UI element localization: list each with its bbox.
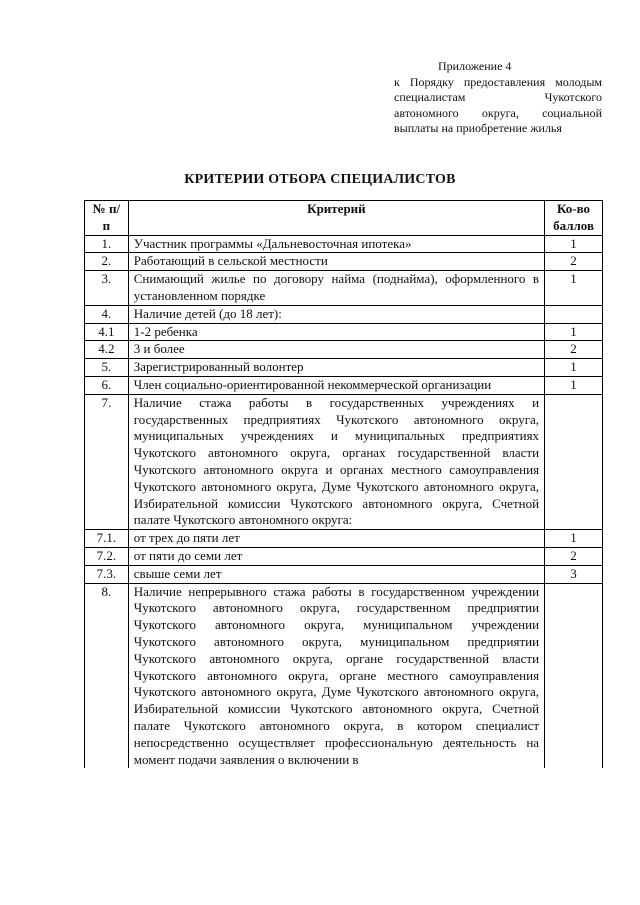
appendix-line-4: автономного округа, социальной bbox=[394, 105, 602, 120]
row-num: 2. bbox=[85, 253, 129, 271]
appendix-line-2: к Порядку предоставления молодым bbox=[394, 74, 602, 89]
row-points: 1 bbox=[545, 235, 603, 253]
row-criterion: от пяти до семи лет bbox=[128, 547, 544, 565]
table-row bbox=[85, 359, 603, 377]
table-header-row bbox=[85, 201, 603, 236]
row-num: 5. bbox=[85, 359, 129, 377]
row-num: 3. bbox=[85, 271, 129, 306]
table-row bbox=[85, 341, 603, 359]
header-num: № п/п bbox=[85, 201, 129, 236]
row-criterion: свыше семи лет bbox=[128, 565, 544, 583]
table-row bbox=[85, 271, 603, 306]
table-row bbox=[85, 376, 603, 394]
row-criterion: Член социально-ориентированной некоммерческой организации bbox=[128, 376, 544, 394]
page-title: КРИТЕРИИ ОТБОРА СПЕЦИАЛИСТОВ bbox=[184, 172, 456, 187]
row-num: 8. bbox=[85, 583, 129, 768]
row-points: 3 bbox=[545, 565, 603, 583]
row-points bbox=[545, 305, 603, 323]
row-criterion: от трех до пяти лет bbox=[128, 530, 544, 548]
row-num: 7. bbox=[85, 394, 129, 529]
row-num: 4.2 bbox=[85, 341, 129, 359]
header-points: Ко-во баллов bbox=[545, 201, 603, 236]
row-num: 6. bbox=[85, 376, 129, 394]
appendix-number: Приложение 4 bbox=[438, 59, 512, 73]
row-criterion: 1-2 ребенка bbox=[128, 323, 544, 341]
row-points bbox=[545, 394, 603, 529]
header-criterion: Критерий bbox=[128, 201, 544, 236]
row-points bbox=[545, 583, 603, 768]
row-points: 2 bbox=[545, 341, 603, 359]
row-points: 1 bbox=[545, 376, 603, 394]
row-points: 1 bbox=[545, 359, 603, 377]
row-points: 1 bbox=[545, 323, 603, 341]
row-points: 2 bbox=[545, 547, 603, 565]
table-row bbox=[85, 530, 603, 548]
table-row bbox=[85, 565, 603, 583]
row-criterion: Наличие стажа работы в государственных учреждениях и государственных предприятиях Чукотского автономного округа, муниципальных учреждениях и муниципальных предприятиях Чукотского автономного округа, органах государственной власти Чукотского автономного округа и органах местного самоуправления Чукотского автономного округа, Думе Чукотского автономного округа, Избирательной комиссии Чукотского автономного округа, Счетной палате Чукотского автономного округа: bbox=[128, 394, 544, 529]
row-criterion: Зарегистрированный волонтер bbox=[128, 359, 544, 377]
row-num: 7.1. bbox=[85, 530, 129, 548]
table-row bbox=[85, 583, 603, 768]
row-criterion: Работающий в сельской местности bbox=[128, 253, 544, 271]
row-criterion: 3 и более bbox=[128, 341, 544, 359]
criteria-table bbox=[84, 200, 603, 768]
row-criterion: Наличие детей (до 18 лет): bbox=[128, 305, 544, 323]
appendix-line-5: выплаты на приобретение жилья bbox=[394, 121, 562, 136]
table-row bbox=[85, 235, 603, 253]
row-points: 1 bbox=[545, 530, 603, 548]
row-num: 4.1 bbox=[85, 323, 129, 341]
row-num: 7.2. bbox=[85, 547, 129, 565]
row-num: 7.3. bbox=[85, 565, 129, 583]
row-points: 2 bbox=[545, 253, 603, 271]
row-num: 1. bbox=[85, 235, 129, 253]
row-criterion: Снимающий жилье по договору найма (поднайма), оформленного в установленном порядке bbox=[128, 271, 544, 306]
table-row bbox=[85, 394, 603, 529]
table-row bbox=[85, 323, 603, 341]
appendix-line-3: специалистам Чукотского bbox=[394, 90, 602, 105]
table-row bbox=[85, 253, 603, 271]
table-row bbox=[85, 305, 603, 323]
row-points: 1 bbox=[545, 271, 603, 306]
row-criterion: Участник программы «Дальневосточная ипотека» bbox=[128, 235, 544, 253]
row-criterion: Наличие непрерывного стажа работы в государственном учреждении Чукотского автономного округа, государственном предприятии Чукотского автономного округа, муниципальном учреждении Чукотского автономного округа, муниципальном предприятии Чукотского автономного округа, органе государственной власти Чукотского автономного округа, органе местного самоуправления Чукотского автономного округа, Думе Чукотского автономного округа, Избирательной комиссии Чукотского автономного округа, Счетной палате Чукотского автономного округа, в котором специалист непосредственно осуществляет профессиональную деятельность на момент подачи заявления о включении в bbox=[128, 583, 544, 768]
appendix-note bbox=[394, 59, 602, 137]
table-row bbox=[85, 547, 603, 565]
row-num: 4. bbox=[85, 305, 129, 323]
